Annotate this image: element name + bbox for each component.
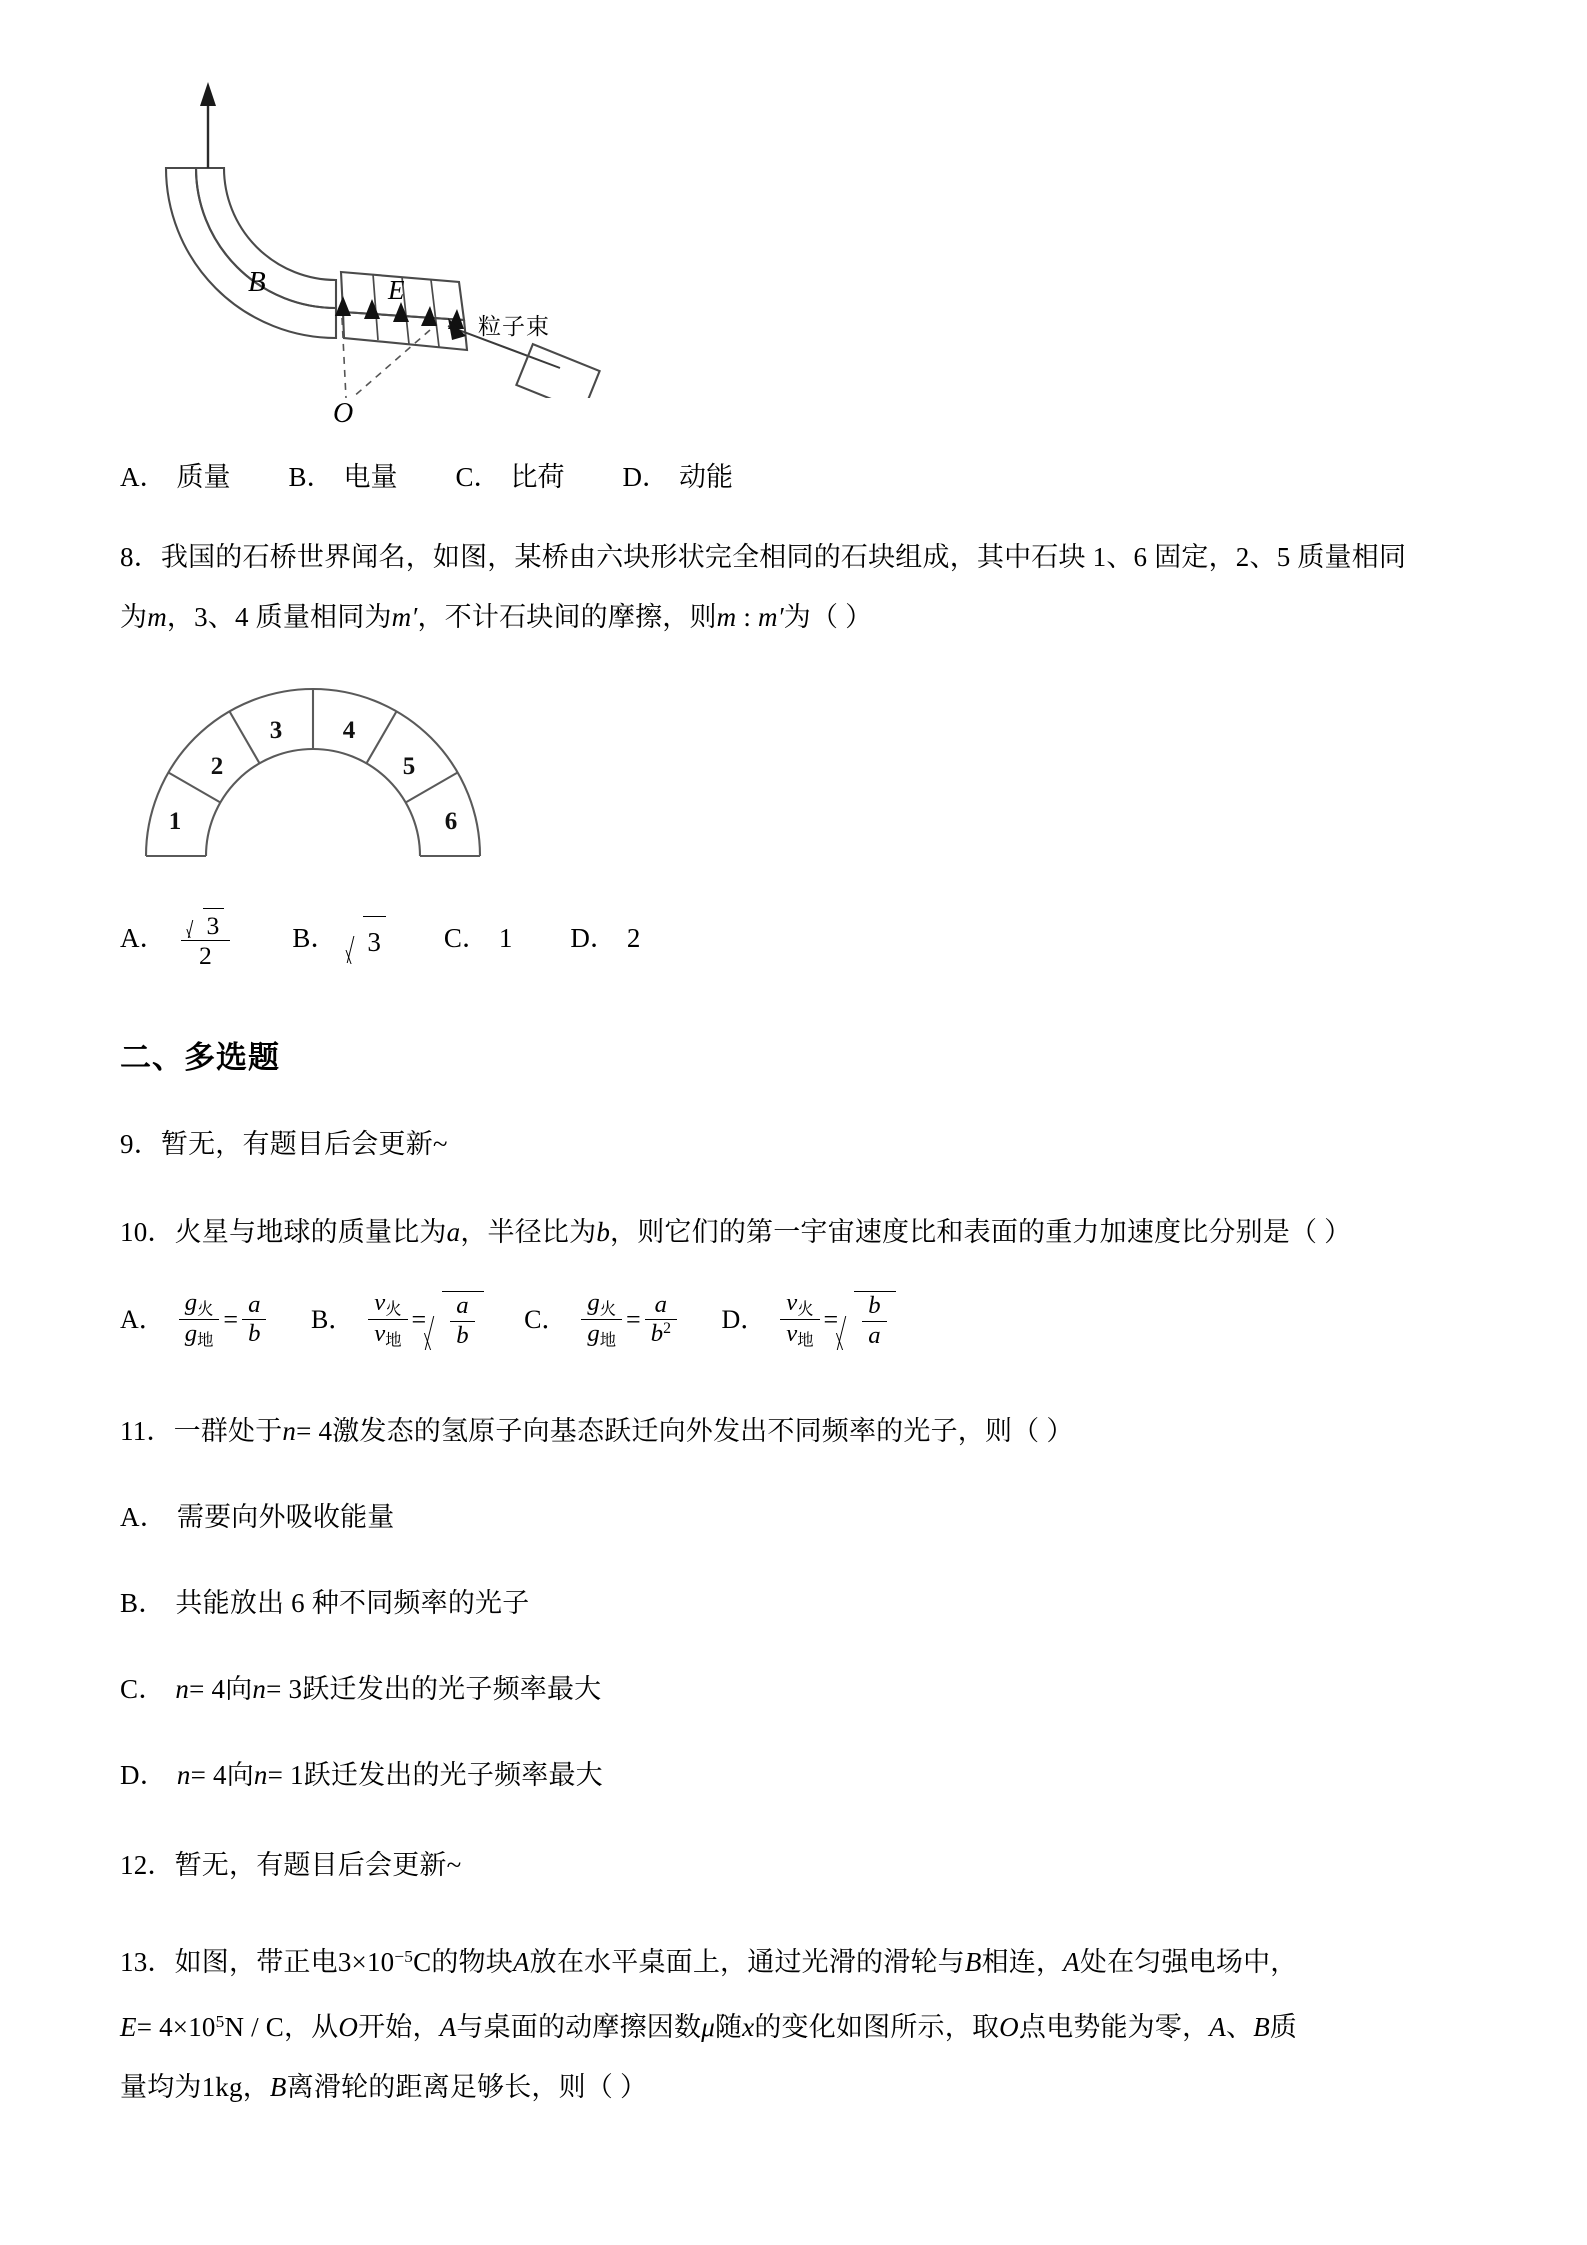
q10c-rhs-num: a xyxy=(654,1290,668,1318)
q10-option-a-formula[interactable] xyxy=(175,1288,271,1350)
q8-prime-1: ′ xyxy=(411,602,418,632)
q8-option-b-value[interactable] xyxy=(347,916,386,965)
q11-option-b-text: 共能放出 6 种不同频率的光子 xyxy=(175,1588,530,1619)
q13-l3-p2: ， xyxy=(242,2072,270,2103)
q10c-rhs-den-exp: 2 xyxy=(663,1320,671,1338)
q10d-lhs-sym-den: v xyxy=(786,1320,798,1348)
q7-option-d-text[interactable]: 动能 xyxy=(679,462,734,492)
field-arrow-head xyxy=(200,82,216,106)
question10-stem xyxy=(120,1209,1470,1255)
q13-field-eq: = 4×10 xyxy=(136,2012,216,2043)
q10c-lhs-sym-num: g xyxy=(587,1288,600,1316)
q13-l1-p1: 13．如图，带正电 xyxy=(120,1947,338,1978)
q13-l2-a2: A xyxy=(1209,2012,1226,2043)
q11-option-a[interactable] xyxy=(120,1494,1470,1540)
q11-option-a-label: A． xyxy=(120,1502,167,1533)
q13-charge-exp: −5 xyxy=(394,1947,414,1967)
q10b-lhs-sub-num: 火 xyxy=(385,1299,402,1319)
q10-option-d-label: D． xyxy=(721,1304,767,1334)
q7-option-b-label: B． xyxy=(288,462,334,492)
q10d-rhs-den: a xyxy=(862,1321,886,1350)
question11-stem xyxy=(120,1408,1470,1454)
q10a-lhs-sub-num: 火 xyxy=(197,1299,214,1319)
q10c-lhs-sub-den: 地 xyxy=(599,1330,617,1350)
q10-option-c-label: C． xyxy=(524,1304,568,1334)
q13-l2-p3: 与桌面的动摩擦因数 xyxy=(456,2012,702,2043)
q13-block-a: A xyxy=(512,1947,530,1978)
q10b-lhs-sym-num: v xyxy=(374,1288,386,1316)
q10b-lhs-sym-den: v xyxy=(374,1320,386,1348)
q13-mass-value: 1kg xyxy=(201,2072,243,2103)
q11c-tail: 跃迁发出的光子频率最大 xyxy=(302,1674,602,1705)
q8-ratio-mprime: m xyxy=(757,602,778,632)
q10a-eq: = xyxy=(223,1304,239,1334)
q13-charge-coef: 3×10 xyxy=(337,1947,395,1978)
arch-diagram-svg xyxy=(128,666,498,866)
q10c-rhs-den: b xyxy=(650,1320,664,1348)
q11-option-b[interactable] xyxy=(120,1580,1470,1626)
q10b-rhs-num: a xyxy=(456,1292,469,1320)
magnetic-field-label: B xyxy=(248,266,266,298)
question7-options-row xyxy=(120,454,1470,500)
magnet-outer-band xyxy=(166,168,336,338)
q13-l1-p2: 的物块 xyxy=(431,1947,513,1978)
q13-block-a2: A xyxy=(1063,1947,1080,1978)
q10b-lhs-sub-den: 地 xyxy=(385,1330,402,1350)
q11c-eq1: = 4 xyxy=(189,1674,226,1705)
q13-point-o2: O xyxy=(999,2012,1019,2043)
q8-option-d-label: D． xyxy=(570,923,617,954)
q10a-rhs-den: b xyxy=(242,1319,266,1348)
beam-source-box xyxy=(516,344,599,398)
q8-ratio-m: m xyxy=(716,602,737,632)
figure-accelerator xyxy=(130,68,1470,429)
q10c-lhs-sub-num: 火 xyxy=(599,1299,617,1319)
q13-l1-p4: 相连， xyxy=(981,1947,1064,1978)
q10-tail: ，则它们的第一宇宙速度比和表面的重力加速度比分别是（ ） xyxy=(610,1216,1352,1247)
q8-ratio-colon: : xyxy=(736,602,758,632)
q10c-lhs-sym-den: g xyxy=(587,1320,600,1348)
question8-block xyxy=(120,534,1470,640)
q10-option-d-formula[interactable] xyxy=(776,1288,895,1350)
question10-options-row xyxy=(120,1288,1470,1353)
q10-var-a: a xyxy=(446,1216,461,1247)
page-content xyxy=(120,60,1470,2136)
arch-block-2: 2 xyxy=(210,753,224,780)
q10d-eq: = xyxy=(823,1304,839,1334)
question13-line2 xyxy=(120,1999,1470,2050)
section-2-title: 二、多选题 xyxy=(120,1039,280,1075)
q8-option-b-label: B． xyxy=(292,923,338,954)
q7-option-c-label: C． xyxy=(455,462,501,492)
q10d-lhs-sym-num: v xyxy=(786,1288,798,1316)
q10-pre: 10．火星与地球的质量比为 xyxy=(120,1216,447,1247)
question13-block xyxy=(120,1934,1470,2110)
q11-n-value: = 4 xyxy=(296,1416,333,1447)
q10a-rhs-num: a xyxy=(248,1290,261,1318)
question8-options-row xyxy=(120,909,1470,973)
question8-line1: 8．我国的石桥世界闻名，如图，某桥由六块形状完全相同的石块组成，其中石块 1、6 固定，2、5 质量相同 xyxy=(120,542,1407,572)
q11-option-c-label: C． xyxy=(120,1674,166,1705)
particle-beam-label: 粒子束 xyxy=(478,313,550,339)
q11c-mid: 向 xyxy=(225,1674,253,1705)
q8-b-radicand: 3 xyxy=(363,916,386,965)
q13-var-x: x xyxy=(742,2012,755,2043)
q10d-rhs-num: b xyxy=(868,1292,881,1320)
q13-l2-p4: 随 xyxy=(714,2012,743,2043)
q11d-tail: 跃迁发出的光子频率最大 xyxy=(303,1760,603,1791)
q8-a-denominator: 2 xyxy=(181,940,231,971)
q7-option-a-text[interactable]: 质量 xyxy=(176,462,231,492)
q13-charge-unit: C xyxy=(413,1947,432,1978)
q11d-mid: 向 xyxy=(226,1760,254,1791)
q7-option-d-label: D． xyxy=(622,462,670,492)
arch-block-5: 5 xyxy=(402,753,416,780)
q13-l2-a: A xyxy=(439,2012,457,2043)
q13-mu: μ xyxy=(701,2012,715,2043)
q11-option-c[interactable] xyxy=(120,1666,1470,1712)
electric-field-label: E xyxy=(388,275,405,305)
q10a-lhs-sym-num: g xyxy=(184,1288,198,1316)
q10-mid: ，半径比为 xyxy=(460,1216,597,1247)
q8-option-a-label: A． xyxy=(120,923,167,954)
q13-l2-p1: ，从 xyxy=(283,2012,339,2043)
q13-field-e: E xyxy=(120,2012,137,2043)
q13-l2-p8: 质 xyxy=(1269,2012,1298,2043)
q7-option-b-text[interactable]: 电量 xyxy=(343,462,398,492)
q8-option-c-label: C． xyxy=(443,923,489,954)
q10a-lhs-sub-den: 地 xyxy=(197,1330,214,1350)
question13-line3 xyxy=(120,2064,1470,2110)
q11-option-d[interactable] xyxy=(120,1752,1470,1798)
q13-l2-p2: 开始， xyxy=(358,2012,440,2043)
q8-var-m1: m xyxy=(147,602,167,632)
q10-var-b: b xyxy=(596,1216,611,1247)
q10c-eq: = xyxy=(626,1304,641,1334)
question12-text: 12．暂无，有题目后会更新~ xyxy=(120,1850,462,1881)
q10b-eq: = xyxy=(411,1304,427,1334)
q7-option-a-label: A． xyxy=(120,462,167,492)
q8-l2-pre: 为 xyxy=(120,602,148,632)
question9-text: 9．暂无，有题目后会更新~ xyxy=(120,1128,448,1159)
q8-prime-2: ′ xyxy=(777,602,784,632)
q10b-rhs-den: b xyxy=(450,1321,474,1350)
q13-field-exp: 5 xyxy=(215,2012,225,2032)
center-point-label: O xyxy=(333,398,354,429)
q10-option-b-label: B． xyxy=(310,1304,355,1334)
q11-option-d-label: D． xyxy=(120,1760,167,1791)
q8-l2-mid: ，3、4 质量相同为 xyxy=(166,602,392,632)
q11-option-b-label: B． xyxy=(120,1588,166,1619)
q13-l3-p1: 量均为 xyxy=(120,2072,202,2103)
q13-point-o: O xyxy=(338,2012,359,2043)
q11-post: 激发态的氢原子向基态跃迁向外发出不同频率的光子，则（ ） xyxy=(332,1416,1074,1447)
q10a-lhs-sym-den: g xyxy=(184,1320,198,1348)
q11c-n2: n xyxy=(252,1674,267,1705)
q11c-n1: n xyxy=(175,1674,190,1705)
q11-pre: 11．一群处于 xyxy=(120,1416,283,1447)
q13-block-b: B xyxy=(964,1947,982,1978)
q7-option-c-text[interactable]: 比荷 xyxy=(510,462,565,492)
q8-l2-tail: 为（ ） xyxy=(783,602,873,632)
q13-l2-p6: 点电势能为零， xyxy=(1018,2012,1210,2043)
q8-option-c-value[interactable]: 1 xyxy=(498,923,513,954)
q10-option-c-formula[interactable] xyxy=(577,1288,681,1350)
q13-l1-p3: 放在水平桌面上，通过光滑的滑轮与 xyxy=(529,1947,965,1978)
q11d-eq2: = 1 xyxy=(267,1760,304,1791)
q13-l2-p7: 、 xyxy=(1225,2012,1254,2043)
q11-n-symbol: n xyxy=(282,1416,297,1447)
question8-line2 xyxy=(120,594,1470,640)
q11d-n2: n xyxy=(253,1760,268,1791)
q13-l1-p5: 处在匀强电场中， xyxy=(1079,1947,1298,1978)
magnet-inner-band xyxy=(196,168,336,308)
arch-block-6: 6 xyxy=(444,808,458,835)
q8-l2-mid2: ，不计石块间的摩擦，则 xyxy=(417,602,717,632)
q11d-eq1: = 4 xyxy=(190,1760,227,1791)
q8-option-a-value[interactable] xyxy=(181,907,231,971)
q13-l2-b: B xyxy=(1253,2012,1270,2043)
q10d-lhs-sub-num: 火 xyxy=(797,1299,814,1319)
q10d-lhs-sub-den: 地 xyxy=(797,1330,814,1350)
q11c-eq2: = 3 xyxy=(266,1674,303,1705)
q13-l3-p3: 离滑轮的距离足够长，则（ ） xyxy=(286,2072,648,2103)
q13-l3-b: B xyxy=(269,2072,287,2103)
q8-a-radicand: 3 xyxy=(203,908,225,941)
q10-option-a-label: A． xyxy=(120,1304,165,1334)
q11-option-a-text: 需要向外吸收能量 xyxy=(176,1502,395,1533)
figure-stone-arch xyxy=(128,666,1470,881)
q8-option-d-value[interactable]: 2 xyxy=(626,923,641,954)
arch-block-1: 1 xyxy=(168,808,182,835)
accelerator-diagram-svg xyxy=(130,68,610,398)
arch-block-4: 4 xyxy=(342,717,356,744)
arch-block-3: 3 xyxy=(269,717,283,744)
q13-field-unit: N / C xyxy=(224,2012,284,2043)
q8-var-m2: m xyxy=(391,602,412,632)
q10-option-b-formula[interactable] xyxy=(364,1288,483,1350)
question13-line1 xyxy=(120,1934,1470,1985)
q13-l2-p5: 的变化如图所示，取 xyxy=(754,2012,1000,2043)
q11d-n1: n xyxy=(176,1760,191,1791)
